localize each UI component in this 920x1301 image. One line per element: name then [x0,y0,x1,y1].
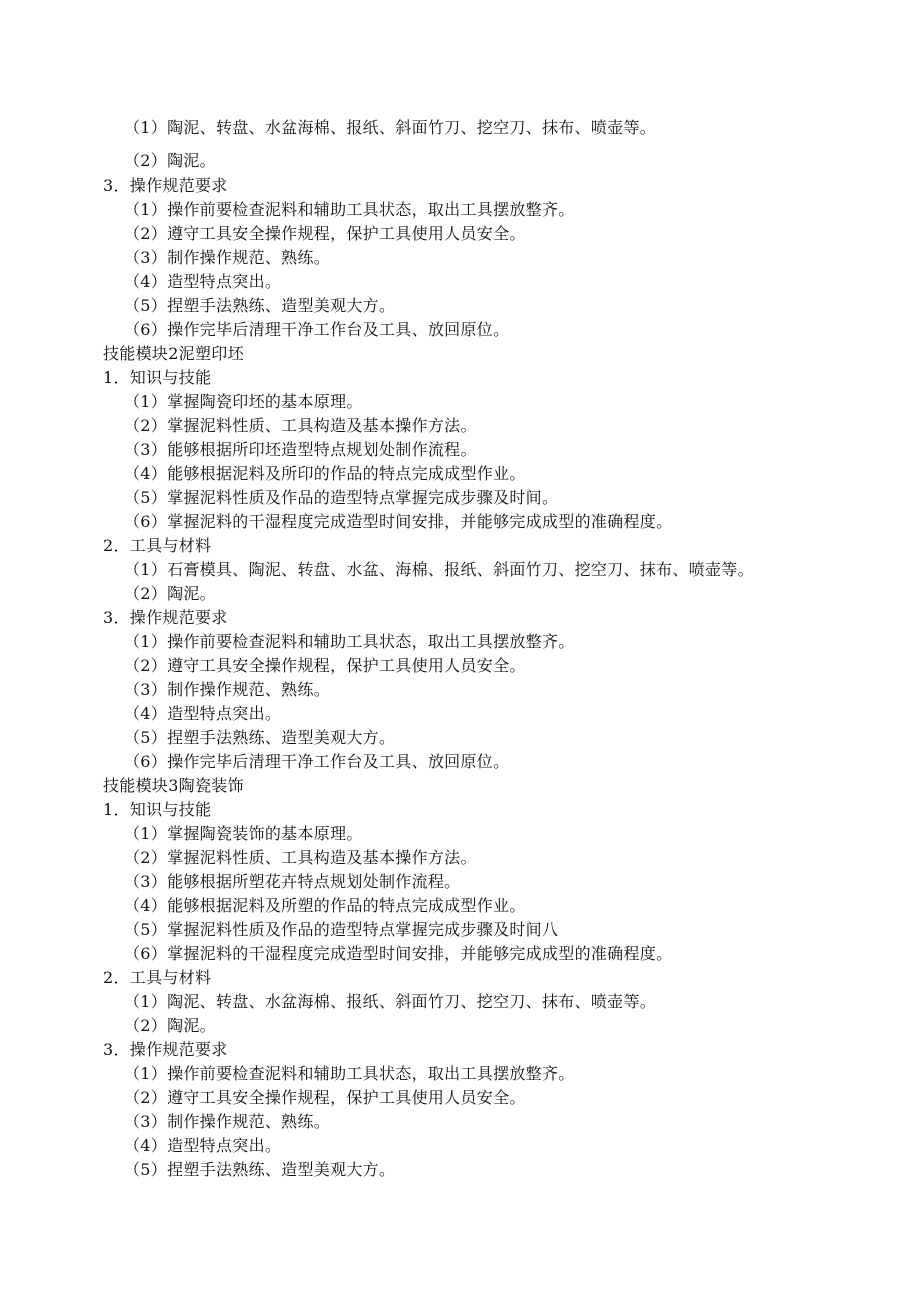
list-item: （6）掌握泥料的干湿程度完成造型时间安排，并能够完成成型的准确程度。 [124,512,673,531]
list-item: （4）造型特点突出。 [124,272,282,291]
list-item: （4）能够根据泥料及所印的作品的特点完成成型作业。 [124,464,526,483]
list-item: （2）遵守工具安全操作规程，保护工具使用人员安全。 [124,224,526,243]
list-item: （1）陶泥、转盘、水盆海棉、报纸、斜面竹刀、挖空刀、抹布、喷壶等。 [124,992,657,1011]
section-heading: 2．工具与材料 [103,536,212,555]
list-item: （5）捏塑手法熟练、造型美观大方。 [124,296,396,315]
list-item: （2）陶泥。 [124,1016,216,1035]
list-item: （1）操作前要检查泥料和辅助工具状态，取出工具摆放整齐。 [124,1064,575,1083]
list-item: （6）掌握泥料的干湿程度完成造型时间安排，并能够完成成型的准确程度。 [124,944,673,963]
list-item: （5）掌握泥料性质及作品的造型特点掌握完成步骤及时间。 [124,488,559,507]
list-item: （1）陶泥、转盘、水盆海棉、报纸、斜面竹刀、挖空刀、抹布、喷壶等。 [124,118,657,137]
list-item: （4）造型特点突出。 [124,1136,282,1155]
list-item: （3）能够根据所塑花卉特点规划处制作流程。 [124,872,461,891]
section-heading: 2．工具与材料 [103,968,212,987]
list-item: （6）操作完毕后清理干净工作台及工具、放回原位。 [124,320,510,339]
list-item: （1）操作前要检查泥料和辅助工具状态，取出工具摆放整齐。 [124,200,575,219]
section-heading: 3．操作规范要求 [103,176,228,195]
module-heading: 技能模块2泥塑印坯 [103,344,244,363]
list-item: （1）石膏模具、陶泥、转盘、水盆、海棉、报纸、斜面竹刀、挖空刀、抹布、喷壶等。 [124,560,754,579]
list-item: （4）能够根据泥料及所塑的作品的特点完成成型作业。 [124,896,526,915]
list-item: （2）掌握泥料性质、工具构造及基本操作方法。 [124,416,477,435]
list-item: （1）操作前要检查泥料和辅助工具状态，取出工具摆放整齐。 [124,632,575,651]
list-item: （1）掌握陶瓷印坯的基本原理。 [124,392,363,411]
list-item: （2）陶泥。 [124,584,216,603]
section-heading: 1．知识与技能 [103,800,212,819]
section-heading: 1．知识与技能 [103,368,212,387]
list-item: （3）制作操作规范、熟练。 [124,248,331,267]
list-item: （2）陶泥。 [124,151,216,170]
list-item: （5）掌握泥料性质及作品的造型特点掌握完成步骤及时间八 [124,920,559,939]
list-item: （3）制作操作规范、熟练。 [124,680,331,699]
list-item: （6）操作完毕后清理干净工作台及工具、放回原位。 [124,752,510,771]
list-item: （2）掌握泥料性质、工具构造及基本操作方法。 [124,848,477,867]
list-item: （4）造型特点突出。 [124,704,282,723]
module-heading: 技能模块3陶瓷装饰 [103,776,244,795]
list-item: （3）能够根据所印坯造型特点规划处制作流程。 [124,440,477,459]
section-heading: 3．操作规范要求 [103,608,228,627]
section-heading: 3．操作规范要求 [103,1040,228,1059]
list-item: （2）遵守工具安全操作规程，保护工具使用人员安全。 [124,656,526,675]
list-item: （3）制作操作规范、熟练。 [124,1112,331,1131]
list-item: （5）捏塑手法熟练、造型美观大方。 [124,728,396,747]
list-item: （2）遵守工具安全操作规程，保护工具使用人员安全。 [124,1088,526,1107]
list-item: （1）掌握陶瓷装饰的基本原理。 [124,824,363,843]
list-item: （5）捏塑手法熟练、造型美观大方。 [124,1160,396,1179]
